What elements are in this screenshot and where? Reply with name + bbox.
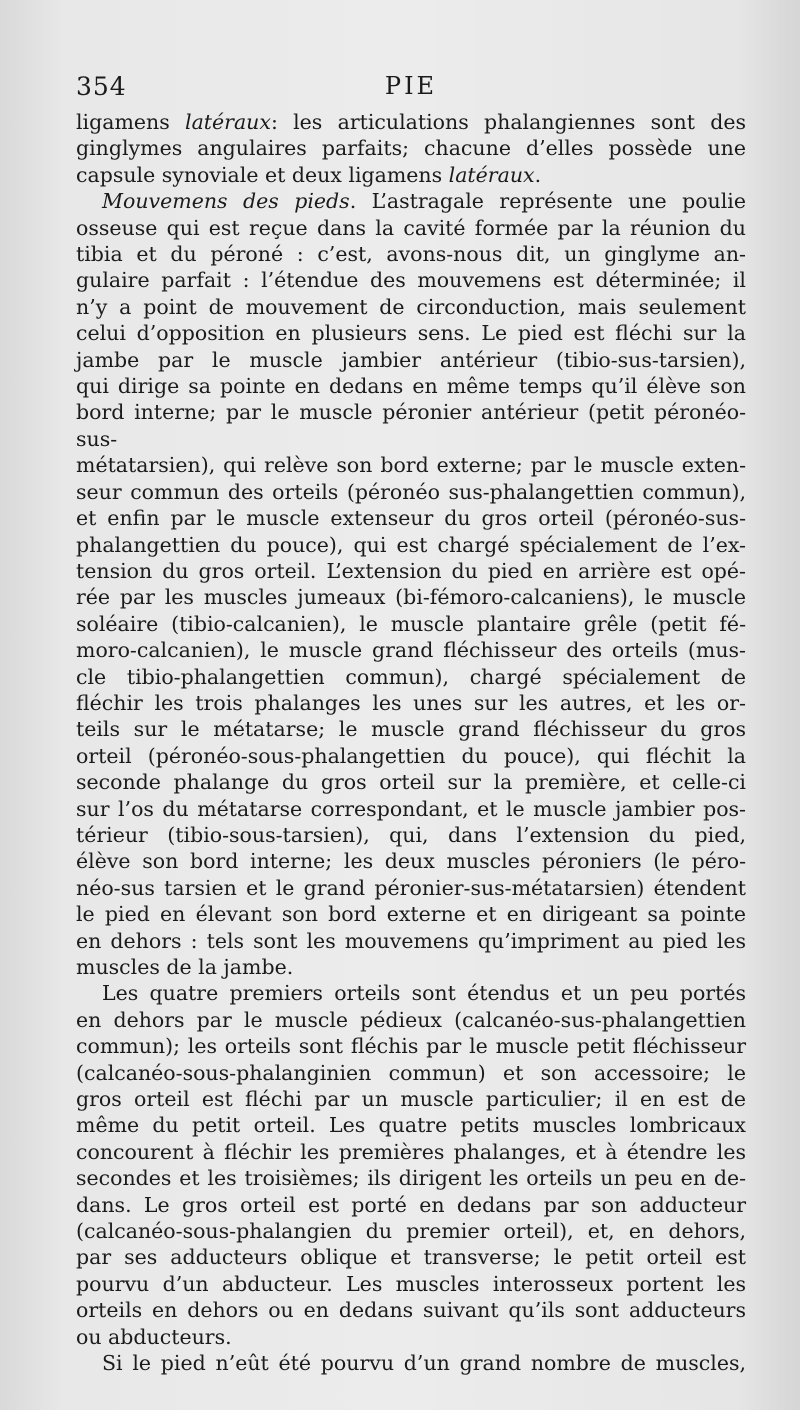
text-line: par ses adducteurs oblique et transverse; le petit orteil est bbox=[76, 1245, 746, 1270]
text-line: celui d’opposition en plusieurs sens. Le pied est fléchi sur la bbox=[76, 321, 746, 346]
text-line: en dehors par le muscle pédieux (calcanéo-sus-phalangettien bbox=[76, 1007, 746, 1032]
text-line: le pied en élevant son bord externe et en dirigeant sa pointe bbox=[76, 902, 746, 927]
text-line: dans. Le gros orteil est porté en dedans par son adducteur bbox=[76, 1192, 746, 1217]
text-line: soléaire (tibio-calcanien), le muscle plantaire grêle (petit fé- bbox=[76, 611, 746, 636]
text-line: seconde phalange du gros orteil sur la première, et celle-ci bbox=[76, 770, 746, 795]
text-line: et enfin par le muscle extenseur du gros orteil (péronéo-sus- bbox=[76, 506, 746, 531]
text-line: orteil (péronéo-sous-phalangettien du pouce), qui fléchit la bbox=[76, 743, 746, 768]
text-line: pourvu d’un abducteur. Les muscles interosseux portent les bbox=[76, 1271, 746, 1296]
text-line: phalangettien du pouce), qui est chargé spécialement de l’ex- bbox=[76, 532, 746, 557]
text-line: (calcanéo-sous-phalanginien commun) et son accessoire; le bbox=[76, 1060, 746, 1085]
text-line: térieur (tibio-sous-tarsien), qui, dans l’extension du pied, bbox=[76, 822, 746, 847]
text-line: ginglymes angulaires parfaits; chacune d’elles possède une bbox=[76, 136, 746, 161]
text-line: moro-calcanien), le muscle grand fléchisseur des orteils (mus- bbox=[76, 638, 746, 663]
text-line: gros orteil est fléchi par un muscle particulier; il en est de bbox=[76, 1087, 746, 1112]
text-line: ou abducteurs. bbox=[76, 1324, 232, 1349]
text-line: Si le pied n’eût été pourvu d’un grand nombre de muscles, bbox=[102, 1351, 746, 1376]
text-line: néo-sus tarsien et le grand péronier-sus-métatarsien) étendent bbox=[76, 875, 746, 900]
text-line: capsule synoviale et deux ligamens latéraux. bbox=[76, 162, 542, 187]
text-line: tibia et du péroné : c’est, avons-nous dit, un ginglyme an- bbox=[76, 242, 746, 267]
text-line: muscles de la jambe. bbox=[76, 955, 294, 979]
italic-term: Mouvemens des pieds bbox=[102, 189, 350, 214]
text-line: orteils en dehors ou en dedans suivant qu’ils sont adducteurs bbox=[76, 1298, 746, 1323]
text-line: jambe par le muscle jambier antérieur (tibio-sus-tarsien), bbox=[76, 347, 746, 372]
text-line: bord interne; par le muscle péronier antérieur (petit péronéo-sus- bbox=[76, 400, 746, 451]
text-line: qui dirige sa pointe en dedans en même temps qu’il élève son bbox=[76, 374, 746, 399]
page-number: 354 bbox=[76, 72, 127, 101]
italic-term: latéraux bbox=[448, 162, 535, 187]
text-line: fléchir les trois phalanges les unes sur les autres, et les or- bbox=[76, 690, 746, 715]
text-line: en dehors : tels sont les mouvemens qu’impriment au pied les bbox=[76, 928, 746, 953]
text-line: même du petit orteil. Les quatre petits muscles lombricaux bbox=[76, 1113, 746, 1138]
text-line: seur commun des orteils (péronéo sus-phalangettien commun), bbox=[76, 479, 746, 504]
text-line: Mouvemens des pieds. L’astragale représente une poulie bbox=[102, 189, 746, 214]
text-line: rée par les muscles jumeaux (bi-fémoro-calcaniens), le muscle bbox=[76, 585, 746, 610]
text-line: (calcanéo-sous-phalangien du premier orteil), et, en dehors, bbox=[76, 1219, 746, 1244]
text-line: gulaire parfait : l’étendue des mouvemens est déterminée; il bbox=[76, 268, 746, 293]
text-line: ligamens latéraux: les articulations phalangiennes sont des bbox=[76, 110, 746, 134]
text-line: métatarsien), qui relève son bord externe; par le muscle exten- bbox=[76, 453, 746, 478]
text-line: concourent à fléchir les premières phalanges, et à étendre les bbox=[76, 1139, 746, 1164]
text-line: n’y a point de mouvement de circonduction, mais seulement bbox=[76, 294, 746, 319]
running-head: PIE bbox=[384, 72, 438, 100]
italic-term: latéraux bbox=[185, 110, 271, 134]
body-text bbox=[76, 109, 746, 1377]
text-line: Les quatre premiers orteils sont étendus et un peu portés bbox=[102, 981, 746, 1006]
text-line: tension du gros orteil. L’extension du pied en arrière est opé- bbox=[76, 558, 746, 583]
text-line: secondes et les troisièmes; ils dirigent les orteils un peu en de- bbox=[76, 1166, 746, 1191]
text-line: osseuse qui est reçue dans la cavité formée par la réunion du bbox=[76, 215, 746, 240]
text-line: élève son bord interne; les deux muscles péroniers (le péro- bbox=[76, 849, 746, 874]
page-header bbox=[76, 72, 746, 106]
text-line: commun); les orteils sont fléchis par le muscle petit fléchisseur bbox=[76, 1034, 746, 1059]
text-line: teils sur le métatarse; le muscle grand fléchisseur du gros bbox=[76, 717, 746, 742]
text-line: cle tibio-phalangettien commun), chargé spécialement de bbox=[76, 664, 746, 689]
text-line: sur l’os du métatarse correspondant, et le muscle jambier pos- bbox=[76, 796, 746, 821]
